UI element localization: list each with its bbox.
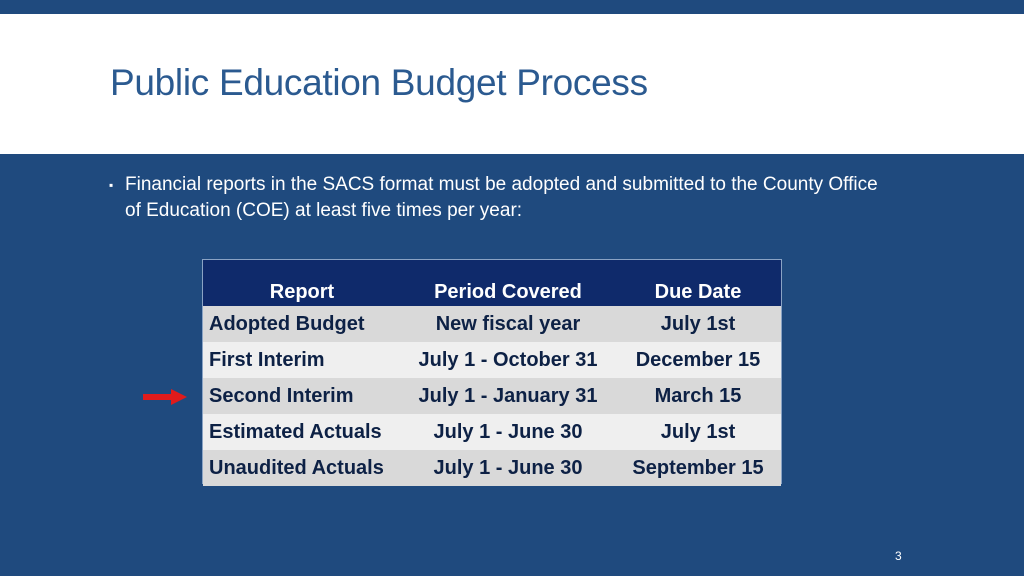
header-due-date: Due Date [615, 260, 781, 306]
table-row [203, 378, 781, 414]
table-row [203, 414, 781, 450]
bullet-text: Financial reports in the SACS format must be adopted and submitted to the County Office of Education (COE) at least five times per year: [125, 174, 878, 221]
cell-report: Estimated Actuals [203, 414, 401, 450]
cell-report: Second Interim [203, 378, 401, 414]
header-report: Report [203, 260, 401, 306]
cell-period: New fiscal year [401, 306, 615, 342]
report-table [202, 259, 782, 484]
slide-title: Public Education Budget Process [110, 62, 648, 103]
cell-report: Adopted Budget [203, 306, 401, 342]
cell-due-date: December 15 [615, 342, 781, 378]
cell-report: Unaudited Actuals [203, 450, 401, 486]
cell-due-date: July 1st [615, 414, 781, 450]
cell-due-date: March 15 [615, 378, 781, 414]
red-right-arrow-icon [143, 389, 187, 405]
table-header-row [203, 260, 781, 306]
page-number: 3 [895, 549, 902, 563]
cell-due-date: September 15 [615, 450, 781, 486]
cell-report: First Interim [203, 342, 401, 378]
header-period-covered: Period Covered [401, 260, 615, 306]
table-row [203, 450, 781, 486]
bullet-marker: ▪ [109, 178, 114, 192]
cell-period: July 1 - January 31 [401, 378, 615, 414]
top-strip [0, 0, 1024, 14]
table-row [203, 342, 781, 378]
cell-due-date: July 1st [615, 306, 781, 342]
table-row [203, 306, 781, 342]
cell-period: July 1 - June 30 [401, 450, 615, 486]
cell-period: July 1 - June 30 [401, 414, 615, 450]
cell-period: July 1 - October 31 [401, 342, 615, 378]
